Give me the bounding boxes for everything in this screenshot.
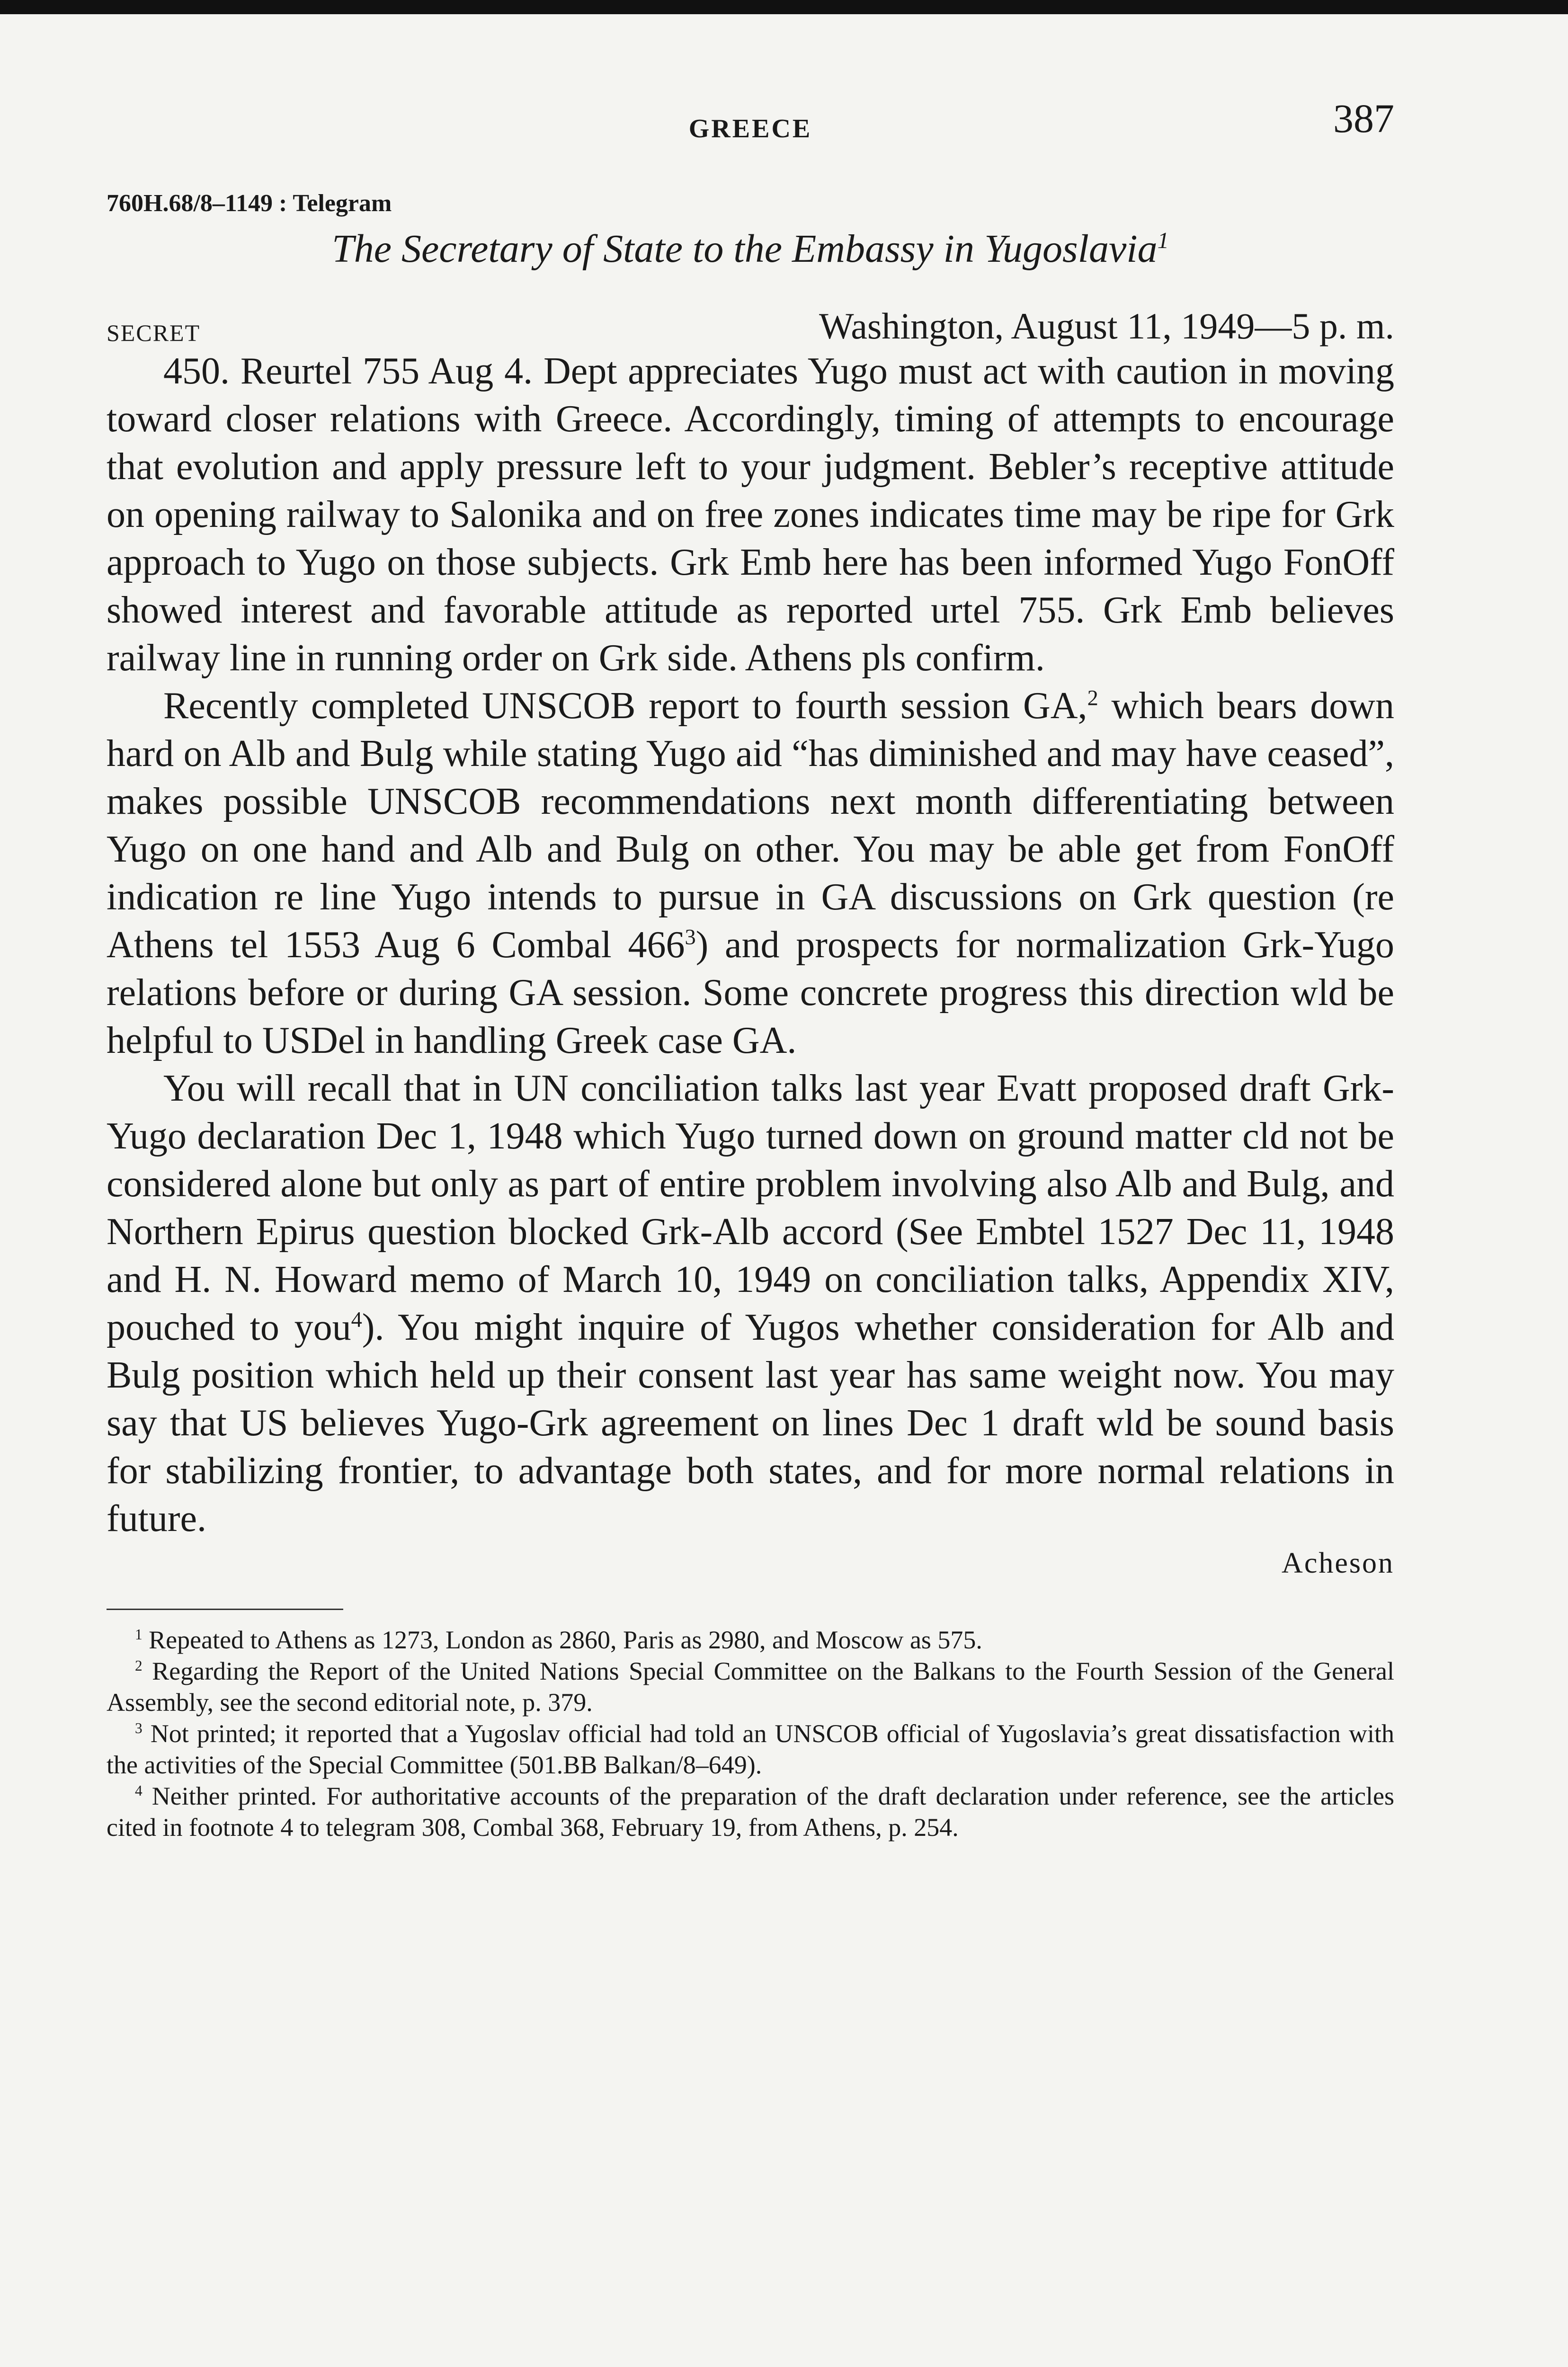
footnote-number: 4	[135, 1782, 143, 1799]
paragraph-text: which bears down hard on Alb and Bulg while stating Yugo aid “has diminished and may have ceased”, makes possible UNSCOB recommendations next month differentiating between Yugo on one hand and Alb and Bulg on other. You may be able get from FonOff indication re line Yugo intends to pursue in GA discussions on Grk question (re Athens tel 1553 Aug 6 Combal 466	[107, 685, 1395, 966]
body-paragraph-3	[107, 1065, 1394, 1543]
body-paragraph-1	[107, 347, 1394, 682]
document-page	[107, 85, 1394, 1843]
body-paragraph-2	[107, 682, 1394, 1065]
footnote-ref: 3	[685, 925, 696, 950]
footnotes	[107, 1624, 1394, 1843]
paragraph-text: 450. Reurtel 755 Aug 4. Dept appreciates Yugo must act with caution in moving toward closer relations with Greece. Accordingly, timing of attempts to encourage that evolution and apply pressure left to your judgment. Bebler’s receptive attitude on opening railway to Salonika and on free zones indicates time may be ripe for Grk approach to Yugo on those subjects. Grk Emb here has been informed Yugo FonOff showed interest and favorable attitude as reported urtel 755. Grk Emb believes railway line in running order on Grk side. Athens pls confirm.	[107, 350, 1394, 679]
footnote-2	[107, 1655, 1394, 1718]
running-head-title: GREECE	[688, 114, 812, 143]
footnote-divider	[107, 1609, 343, 1610]
page-number: 387	[1333, 96, 1394, 141]
document-title	[107, 226, 1394, 272]
paragraph-text: ). You might inquire of Yugos whether consideration for Alb and Bulg position which held up their consent last year has same weight now. You may say that US believes Yugo-Grk agreement on lines Dec 1 draft wld be sound basis for stabilizing frontier, to advantage both states, and for more normal relations in future.	[107, 1307, 1394, 1539]
footnote-number: 1	[135, 1626, 143, 1643]
dateline: Washington, August 11, 1949—5 p. m.	[819, 305, 1394, 347]
footnote-ref: 4	[351, 1308, 362, 1332]
document-title-text: The Secretary of State to the Embassy in Yugoslavia	[332, 227, 1158, 271]
signature: Acheson	[1282, 1547, 1394, 1579]
footnote-ref: 2	[1087, 686, 1098, 711]
scan-top-edge	[0, 0, 1568, 14]
file-code: 760H.68/8–1149 : Telegram	[107, 190, 392, 217]
footnote-number: 3	[135, 1720, 143, 1736]
footnote-text: Regarding the Report of the United Nations Special Committee on the Balkans to the Fourth Session of the General Assembly, see the second editorial note, p. 379.	[107, 1657, 1394, 1717]
footnote-text: Neither printed. For authoritative accounts of the preparation of the draft declaration under reference, see the articles cited in footnote 4 to telegram 308, Combal 368, February 19, from Athens, p. 254.	[107, 1782, 1395, 1842]
telegram-body	[107, 347, 1394, 1543]
classification-marking: SECRET	[107, 320, 201, 346]
dateline-row	[107, 305, 1394, 347]
paragraph-text: You will recall that in UN conciliation talks last year Evatt proposed draft Grk-Yugo declaration Dec 1, 1948 which Yugo turned down on ground matter cld not be considered alone but only as part of entire problem involving also Alb and Bulg, and Northern Epirus question blocked Grk-Alb accord (See Embtel 1527 Dec 11, 1948 and H. N. Howard memo of March 10, 1949 on conciliation talks, Appendix XIV, pouched to you	[107, 1068, 1394, 1348]
footnote-4	[107, 1780, 1394, 1843]
footnote-1	[107, 1624, 1394, 1655]
footnote-text: Not printed; it reported that a Yugoslav official had told an UNSCOB official of Yugoslavia’s great dissatisfaction with the activities of the Special Committee (501.BB Balkan/8–649).	[107, 1719, 1394, 1779]
footnote-3	[107, 1718, 1394, 1780]
paragraph-text: Recently completed UNSCOB report to fourth session GA,	[163, 685, 1087, 727]
footnote-ref: 1	[1157, 228, 1169, 253]
running-head	[107, 85, 1394, 143]
footnote-number: 2	[135, 1657, 143, 1674]
paragraph-text: ) and prospects for normalization Grk-Yugo relations before or during GA session. Some concrete progress this direction wld be helpful to USDel in handling Greek case GA.	[107, 924, 1394, 1061]
footnote-text: Repeated to Athens as 1273, London as 2860, Paris as 2980, and Moscow as 575.	[149, 1626, 982, 1654]
